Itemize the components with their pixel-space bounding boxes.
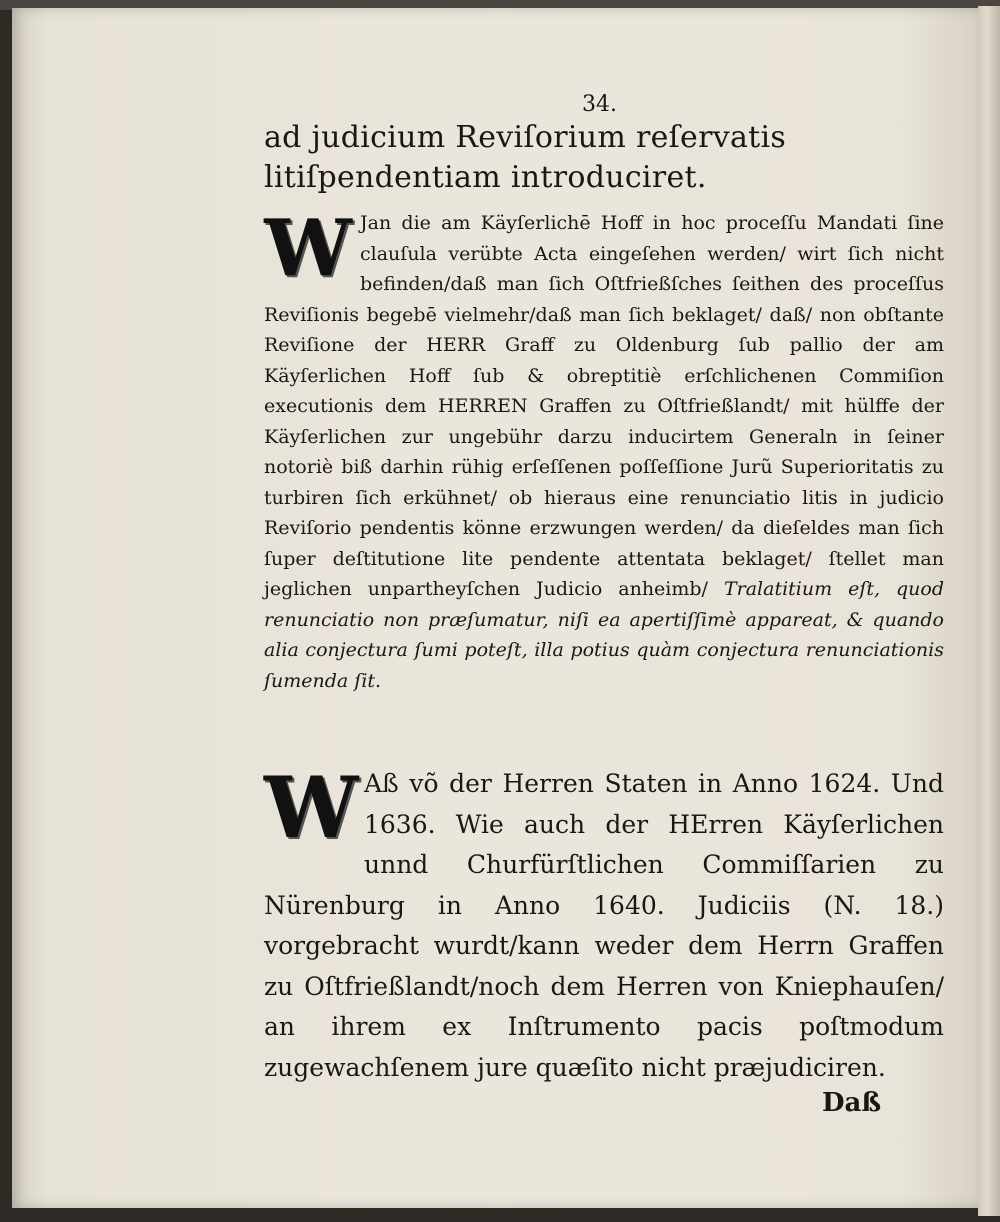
paragraph-2-text: Aß võ der Herren Staten in Anno 1624. Und 1636. Wie auch der HErren Käyſerlichen unnd Churfürſtlichen Commiſſarien zu Nürenburg in Anno 1640. Judiciis (N. 18.) vorgebracht wurdt/kann weder dem Herrn Graffen zu Oſtfrießlandt/noch dem Herren von Kniephauſen/ an ihrem ex Inſtrumento pacis poſtmodum zugewachſenem jure quæſito nicht præjudiciren. bbox=[264, 769, 944, 1082]
paragraph-2 bbox=[264, 758, 944, 1088]
page-heading: ad judicium Reviſorium reſervatis litiſpendentiam introduciret. bbox=[264, 120, 787, 195]
book-page bbox=[12, 8, 978, 1208]
dropcap-w-2: W bbox=[264, 758, 359, 857]
catchword: Daß bbox=[822, 1088, 882, 1118]
paragraph-1 bbox=[264, 203, 945, 696]
page-edge-right bbox=[978, 6, 1000, 1216]
paragraph-1-text: Jan die am Käyſerlichē Hoff in hoc proceſſu Mandati ſine clauſula verübte Acta eingeſehen werden/ wirt ſich nicht befinden/daß man ſich Oſtfrießſches ſeithen des proceſſus Reviſionis begebē vielmehr/daß man ſich beklaget/ daß/ non obſtante Reviſione der HERR Graff zu Oldenburg ſub pallio der am Käyſerlichen Hoff ſub & obreptitiè erſchlichenen Commiſion executionis dem HERREN Graffen zu Oſtfrießlandt/ mit hülffe der Käyſerlichen zur ungebühr darzu inducirtem Generaln in ſeiner notoriè biß darhin rühig erſeſſenen poſſeſſione Jurũ Superioritatis zu turbiren ſich erkühnet/ ob hieraus eine renunciatio litis in judicio Reviſorio pendentis könne erzwungen werden/ da dieſeldes man ſich ſuper deſtitutione lite pendente attentata beklaget/ ſtellet man jeglichen unpartheyſchen Judicio anheimb/ bbox=[264, 212, 944, 600]
page-number: 34. bbox=[582, 92, 617, 117]
dropcap-w-1: W bbox=[264, 203, 352, 294]
latin-quotation: Tralatitium eſt, quod renunciatio non præſumatur, niſi ea apertiſſimè appareat, & quando alia conjectura ſumi poteſt, illa potius quàm conjectura renunciationis ſumenda ſit. bbox=[264, 578, 945, 692]
